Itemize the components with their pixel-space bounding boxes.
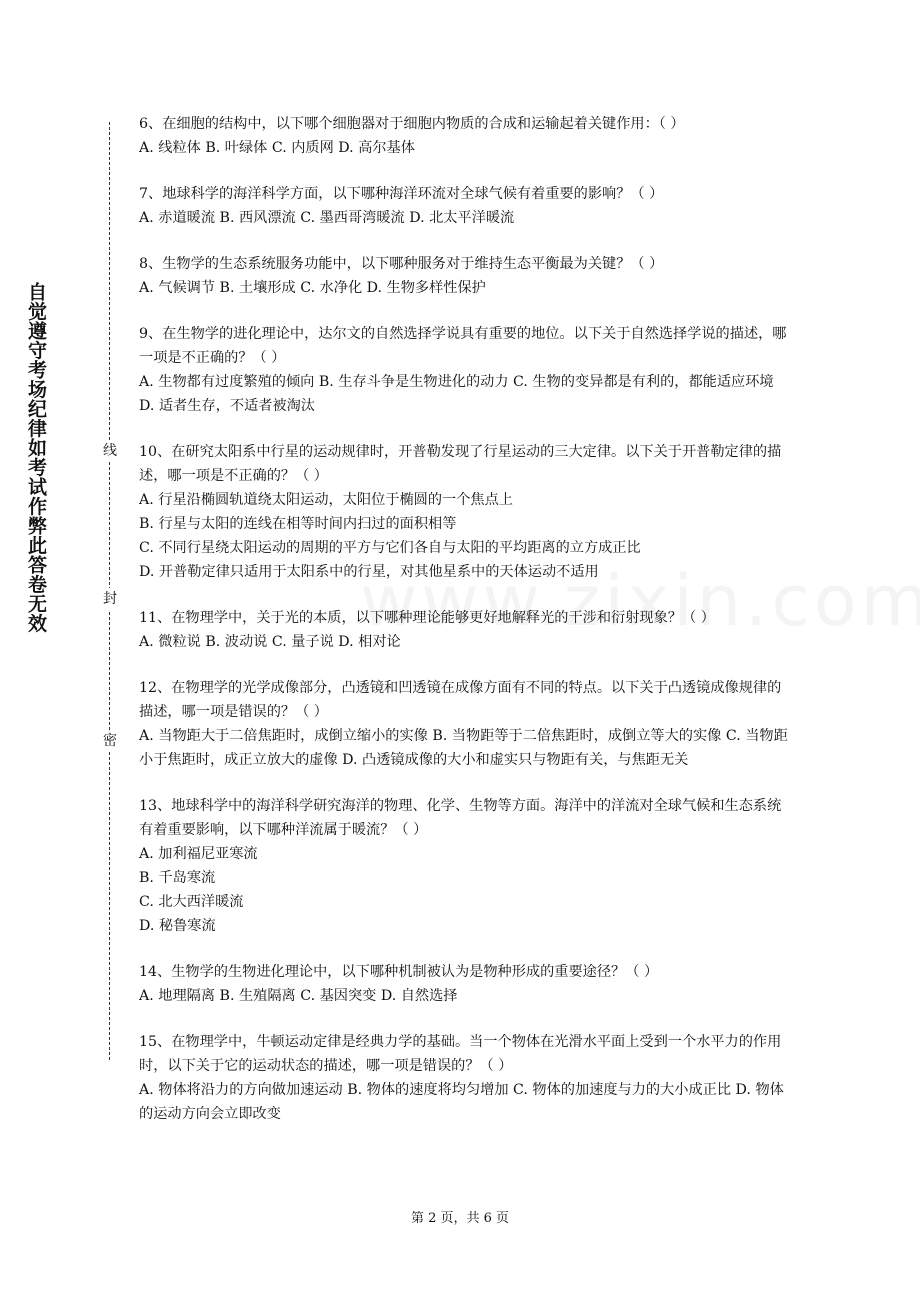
- question-list: [139, 112, 789, 1148]
- question-11: [139, 606, 789, 654]
- question-option: A. 行星沿椭圆轨道绕太阳运动，太阳位于椭圆的一个焦点上: [139, 492, 513, 508]
- question-options: A. 赤道暖流 B. 西风漂流 C. 墨西哥湾暖流 D. 北太平洋暖流: [139, 210, 515, 226]
- question-options: A. 物体将沿力的方向做加速运动 B. 物体的速度将均匀增加 C. 物体的加速度与力的大小成正比 D. 物体的运动方向会立即改变: [139, 1082, 784, 1122]
- question-option: C. 北大西洋暖流: [139, 894, 244, 910]
- question-options: A. 气候调节 B. 土壤形成 C. 水净化 D. 生物多样性保护: [139, 280, 486, 296]
- question-options: A. 地理隔离 B. 生殖隔离 C. 基因突变 D. 自然选择: [139, 988, 458, 1004]
- question-stem: 6、在细胞的结构中，以下哪个细胞器对于细胞内物质的合成和运输起着关键作用：（ ）: [139, 116, 685, 132]
- question-option: D. 开普勒定律只适用于太阳系中的行星，对其他星系中的天体运动不适用: [139, 564, 599, 580]
- question-stem: 13、地球科学中的海洋科学研究海洋的物理、化学、生物等方面。海洋中的洋流对全球气候和生态系统有着重要影响，以下哪种洋流属于暖流？（ ）: [139, 798, 782, 838]
- question-10: [139, 440, 789, 584]
- question-8: [139, 252, 789, 300]
- question-stem: 12、在物理学的光学成像部分，凸透镜和凹透镜在成像方面有不同的特点。以下关于凸透镜成像规律的描述，哪一项是错误的？（ ）: [139, 680, 782, 720]
- question-12: [139, 676, 789, 772]
- page-number: 第 2 页，共 6 页: [410, 1211, 510, 1226]
- question-option: C. 不同行星绕太阳运动的周期的平方与它们各自与太阳的平均距离的立方成正比: [139, 540, 641, 556]
- question-7: [139, 182, 789, 230]
- binding-mark-line: 线: [103, 440, 117, 462]
- question-15: [139, 1030, 789, 1126]
- question-stem: 10、在研究太阳系中行星的运动规律时，开普勒发现了行星运动的三大定律。以下关于开普勒定律的描述，哪一项是不正确的？（ ）: [139, 444, 782, 484]
- question-option: A. 加利福尼亚寒流: [139, 846, 258, 862]
- binding-mark-secret: 密: [103, 730, 117, 752]
- question-stem: 14、生物学的生物进化理论中，以下哪种机制被认为是物种形成的重要途径？（ ）: [139, 964, 659, 980]
- question-options: A. 线粒体 B. 叶绿体 C. 内质网 D. 高尔基体: [139, 140, 415, 156]
- question-stem: 7、地球科学的海洋科学方面，以下哪种海洋环流对全球气候有着重要的影响？（ ）: [139, 186, 664, 202]
- question-14: [139, 960, 789, 1008]
- question-stem: 15、在物理学中，牛顿运动定律是经典力学的基础。当一个物体在光滑水平面上受到一个水平力的作用时，以下关于它的运动状态的描述，哪一项是错误的？（ ）: [139, 1034, 782, 1074]
- question-stem: 8、生物学的生态系统服务功能中，以下哪种服务对于维持生态平衡最为关键？（ ）: [139, 256, 664, 272]
- question-9: [139, 322, 789, 418]
- question-options: A. 生物都有过度繁殖的倾向 B. 生存斗争是生物进化的动力 C. 生物的变异都是有利的，都能适应环境 D. 适者生存，不适者被淘汰: [139, 374, 774, 414]
- exam-discipline-notice: 自觉遵守考场纪律如考试作弊此答卷无效: [25, 282, 47, 633]
- question-13: [139, 794, 789, 938]
- binding-mark-seal: 封: [103, 588, 117, 610]
- question-stem: 11、在物理学中，关于光的本质，以下哪种理论能够更好地解释光的干涉和衍射现象？（ ）: [139, 610, 715, 626]
- question-stem: 9、在生物学的进化理论中，达尔文的自然选择学说具有重要的地位。以下关于自然选择学说的描述，哪一项是不正确的？（ ）: [139, 326, 787, 366]
- question-option: B. 行星与太阳的连线在相等时间内扫过的面积相等: [139, 516, 457, 532]
- question-options: A. 微粒说 B. 波动说 C. 量子说 D. 相对论: [139, 634, 401, 650]
- question-6: [139, 112, 789, 160]
- question-option: D. 秘鲁寒流: [139, 918, 216, 934]
- question-option: B. 千岛寒流: [139, 870, 216, 886]
- question-options: A. 当物距大于二倍焦距时，成倒立缩小的实像 B. 当物距等于二倍焦距时，成倒立等大的实像 C. 当物距小于焦距时，成正立放大的虚像 D. 凸透镜成像的大小和虚实只与物距有关，与焦距无关: [139, 728, 788, 768]
